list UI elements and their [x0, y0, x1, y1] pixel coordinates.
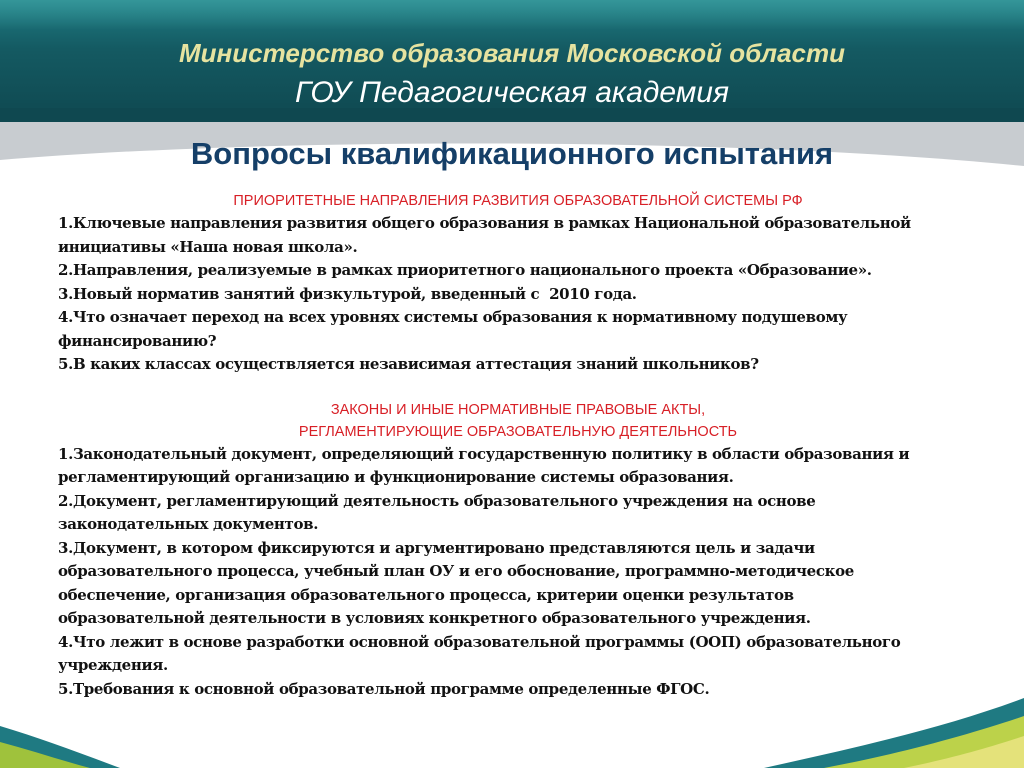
- question-line: инициативы «Наша новая школа».: [58, 237, 358, 256]
- question-line: 1.Законодательный документ, определяющий государственную политику в области образования и: [58, 444, 910, 463]
- question-item: [58, 283, 978, 307]
- question-line: образовательной деятельности в условиях конкретного образовательного учреждения.: [58, 609, 811, 627]
- question-line: 5.В каких классах осуществляется независимая аттестация знаний школьников?: [58, 355, 759, 373]
- question-item: [58, 490, 978, 537]
- question-line: образовательного процесса, учебный план ОУ и его обоснование, программно-методическое: [58, 562, 854, 580]
- question-line: учреждения.: [58, 656, 168, 674]
- bottom-right-ornament: [764, 698, 1024, 768]
- question-line: финансированию?: [58, 331, 217, 350]
- questions-content: [58, 190, 978, 701]
- question-line: 3.Документ, в котором фиксируются и аргументировано представляются цель и задачи: [58, 538, 815, 557]
- section-heading: ЗАКОНЫ И ИНЫЕ НОРМАТИВНЫЕ ПРАВОВЫЕ АКТЫ,: [330, 401, 706, 418]
- section-laws: [58, 399, 978, 702]
- question-line: 4.Что лежит в основе разработки основной образовательной программы (ООП) образовательного: [58, 632, 901, 651]
- question-item: [58, 537, 978, 631]
- question-item: [58, 212, 978, 259]
- section-spacer: [58, 377, 978, 399]
- question-line: 2.Документ, регламентирующий деятельность образовательного учреждения на основе: [58, 491, 816, 510]
- question-line: 1.Ключевые направления развития общего образования в рамках Национальной образовательной: [58, 214, 911, 232]
- org-line-academy: ГОУ Педагогическая академия: [295, 76, 729, 109]
- section-heading: ПРИОРИТЕТНЫЕ НАПРАВЛЕНИЯ РАЗВИТИЯ ОБРАЗОВАТЕЛЬНОЙ СИСТЕМЫ РФ: [233, 193, 803, 209]
- question-item: [58, 631, 978, 678]
- bottom-left-ornament: [0, 708, 120, 768]
- question-item: [58, 306, 978, 353]
- question-line: законодательных документов.: [58, 515, 319, 533]
- question-line: 4.Что означает переход на всех уровнях системы образования к нормативному подушевому: [58, 308, 848, 326]
- question-line: 2.Направления, реализуемые в рамках приоритетного национального проекта «Образование».: [58, 261, 872, 279]
- slide-title: Вопросы квалификационного испытания: [190, 136, 834, 171]
- question-line: регламентирующий организацию и функционирование системы образования.: [58, 468, 734, 486]
- section-priorities: [58, 190, 978, 377]
- question-line: 3.Новый норматив занятий физкультурой, введенный с 2010 года.: [58, 284, 637, 303]
- section-heading: РЕГЛАМЕНТИРУЮЩИЕ ОБРАЗОВАТЕЛЬНУЮ ДЕЯТЕЛЬНОСТЬ: [298, 423, 738, 440]
- org-line-ministry: Министерство образования Московской области: [179, 38, 845, 68]
- question-line: обеспечение, организация образовательного процесса, критерии оценки результатов: [58, 585, 794, 604]
- question-item: [58, 353, 978, 377]
- question-line: 5.Требования к основной образовательной программе определенные ФГОС.: [58, 679, 710, 698]
- question-item: [58, 443, 978, 490]
- question-item: [58, 259, 978, 283]
